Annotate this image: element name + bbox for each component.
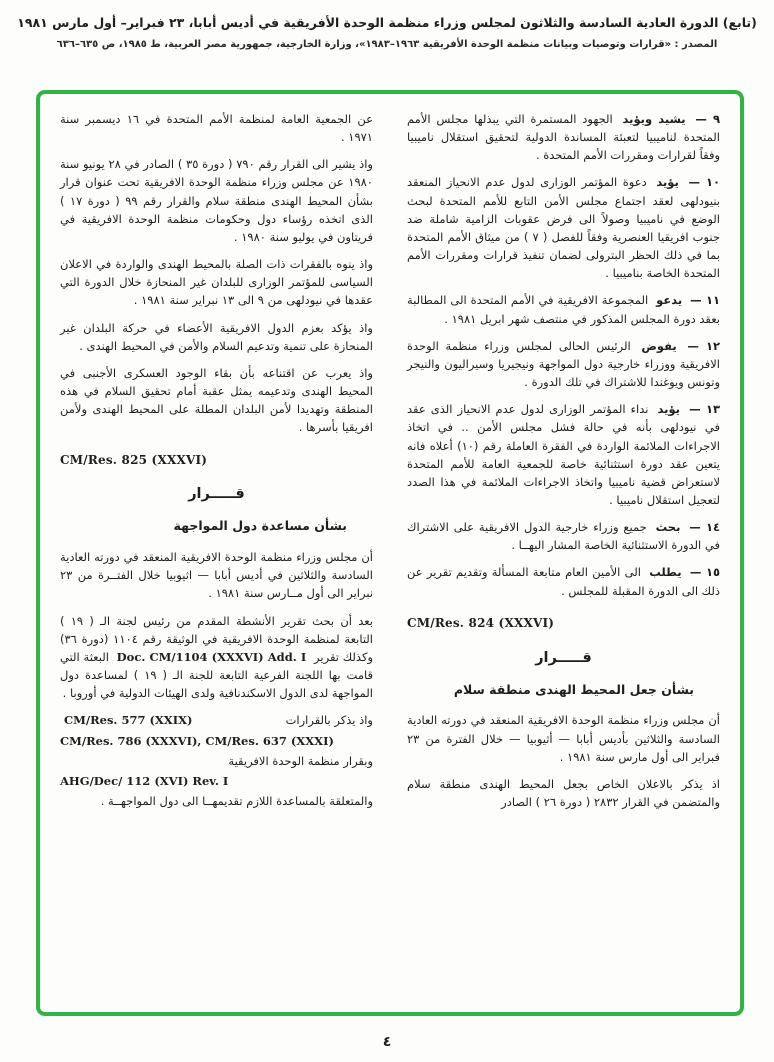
resolution-code-824: CM/Res. 824 (XXXVI) <box>407 615 555 630</box>
report-paragraph <box>60 612 373 703</box>
clause-text: الى الأمين العام متابعة المسألة وتقديم تقرير عن ذلك الى الدورة المقبلة للمجلس . <box>407 565 720 598</box>
clause-text: دعوة المؤتمر الوزارى لدول عدم الانحياز المنعقد بنيودلهى لعقد اجتماع مجلس الأمن التابع للأمم المتحدة لبحث الوضع في ناميبيا وصولاً الى فرض عقوبات الزامية شاملة ضد جنوب افريقيا العنصرية وفقاً للفصل ( ٧ ) من ميثاق الأمم المتحدة بما في ذلك الحظر البترولى لضمان تنفيذ قرارات ومقررات الأمم المتحدة الخاصة بناميبيا . <box>407 175 720 281</box>
clause-number: ١٥ — <box>689 565 720 580</box>
clause-verb: يشيد ويؤيد <box>622 112 686 126</box>
clause-number: ٩ — <box>695 112 721 126</box>
recall-row <box>60 711 373 729</box>
resolution-reference-code: CM/Res. 786 (XXXVI), CM/Res. 637 (XXXI) <box>60 733 334 748</box>
clause-number: ١٢ — <box>687 338 720 353</box>
recital-paragraph: واذ يؤكد بعزم الدول الافريقية الأعضاء في حركة البلدان غير المنحازة على تنمية وتدعيم السلام والأمن في المحيط الهندى . <box>60 320 373 353</box>
header-source: المصدر : «قرارات وتوصيات وبيانات منظمة الوحدة الأفريقية ١٩٦٣–١٩٨٣»، وزارة الخارجية، جمهورية مصر العربية، ط ١٩٨٥، ص ٦٣٥–٦٣٦ <box>56 38 718 50</box>
recall-resolutions-paragraph <box>60 711 373 810</box>
clause-text: جميع وزراء خارجية الدول الافريقية على الاشتراك في الدورة الاستثنائية الخاصة المشار اليهــا . <box>407 520 720 553</box>
clause-number: ١١ — <box>690 293 721 308</box>
recital-paragraph: واذ ينوه بالفقرات ذات الصلة بالمحيط الهندى والواردة في الاعلان السياسى للمؤتمر الوزارى للبلدان غير المنحازة خلال الدورة التي عقدها في نيودلهى من ٩ الى ١٣ نبراير سنة ١٩٨١ . <box>60 257 373 308</box>
page-header <box>0 0 774 50</box>
recall-intro-text: واذ يذكر بالقرارات <box>285 713 373 728</box>
intro-paragraph: أن مجلس وزراء منظمة الوحدة الافريقية المنعقد في دورته العادية السادسة والثلاثين في أديس أبابا — اثيوبيا خلال الفتــرة من ٢٣ نبراير الى أول مــارس سنة ١٩٨١ . <box>60 550 373 601</box>
clause-text: الرئيس الحالى لمجلس وزراء منظمة الوحدة الافريقية ووزراء خارجية دول المواجهة ونيجيريا وسيراليون والنيجر وتونس ويوغندا للاشتراك في تلك الدورة . <box>407 338 720 390</box>
resolution-clause-13 <box>407 400 720 509</box>
section-heading-qarar: قـــــرار <box>535 649 592 666</box>
clause-number: ١٠ — <box>688 175 720 190</box>
clause-number: ١٣ — <box>689 402 721 417</box>
resolution-clause-10 <box>407 173 720 282</box>
recital-paragraph: واذ يشير الى القرار رقم ٧٩٠ ( دورة ٣٥ ) الصادر في ٢٨ يونيو سنة ١٩٨٠ عن مجلس وزراء منظمة الوحدة الافريقية تحت عنوان قرار بشأن المحيط الهندى منطقة سلام والقرار رقم ٩٩ ( دورة ١٧ ) الذى اتخذه رؤساء دول وحكومات منظمة الوحدة الافريقية في فريتاون في يوليو سنة ١٩٨٠ . <box>60 157 373 244</box>
recall-text: والمتعلقة بالمساعدة اللازم تقديمهــا الى دول المواجهــة . <box>100 793 373 808</box>
clause-verb: يؤيد <box>657 402 680 417</box>
resolution-clause-12 <box>407 337 720 391</box>
content-frame <box>36 90 744 1016</box>
column-right <box>407 110 720 996</box>
section-subject: بشأن جعل المحيط الهندى منطقة سلام <box>453 681 694 697</box>
recall-paragraph: اذ يذكر بالاعلان الخاص بجعل المحيط الهندى منطقة سلام والمتضمن في القرار ٢٨٣٢ ( دورة ٢٦ ) الصادر <box>407 776 720 809</box>
resolution-clause-9 <box>407 110 720 164</box>
resolution-reference-code: CM/Res. 577 (XXIX) <box>64 713 193 728</box>
document-reference-code: Doc. CM/1104 (XXXVI) Add. I <box>116 649 307 664</box>
resolution-clause-11 <box>407 291 720 327</box>
clause-verb: يؤيد <box>656 175 679 190</box>
resolution-clause-14 <box>407 518 720 554</box>
section-subject: بشأن مساعدة دول المواجهة <box>173 518 347 534</box>
column-left <box>60 110 373 996</box>
intro-paragraph: أن مجلس وزراء منظمة الوحدة الافريقية المنعقد في دورته العادية السادسة والثلاثين بأديس أبابا — أثيوبيا — خلال الفترة من ٢٣ فبراير الى أول مارس سنة ١٩٨١ . <box>407 713 720 764</box>
clause-verb: يطلب <box>649 565 682 580</box>
header-title: (تابع) الدورة العادية السادسة والثلاثون لمجلس وزراء منظمة الوحدة الأفريقية في أديس أبابا، ٢٣ فبراير– أول مارس ١٩٨١ <box>17 15 757 30</box>
resolution-clause-15 <box>407 563 720 599</box>
clause-verb: يدعو <box>656 293 683 308</box>
clause-number: ١٤ — <box>689 520 721 535</box>
section-heading-qarar: قـــــرار <box>188 486 245 503</box>
report-text-after: البعثة التي قامت بها اللجنة الفرعية التابعة للجنة الـ ( ١٩ ) لمساعدة دول المواجهة لدى الدول الاسكندنافية ولدى الهيئات الدولية في أوروبا . <box>60 649 373 701</box>
recall-text: وبقرار منظمة الوحدة الافريقية <box>228 753 373 768</box>
two-column-layout <box>60 110 720 996</box>
clause-text: المجموعة الافريقية في الأمم المتحدة الى المطالبة بعقد دورة المجلس المذكور في منتصف شهر ابريل ١٩٨١ . <box>407 293 720 326</box>
page-number: ٤ <box>382 1034 392 1050</box>
clause-verb: بحث <box>655 520 681 535</box>
resolution-code-825: CM/Res. 825 (XXXVI) <box>60 452 208 467</box>
clause-text: الجهود المستمرة التي يبذلها مجلس الأمم المتحدة لناميبيا لتعبئة المساندة الدولية لتحقيق استقلال ناميبيا وفقاً لقرارات ومقررات الأمم المتحدة . <box>407 112 720 163</box>
continuation-paragraph: عن الجمعية العامة لمنظمة الأمم المتحدة في ١٦ ديسمبر سنة ١٩٧١ . <box>60 112 373 145</box>
report-text-before: بعد أن بحث تقرير الأنشطة المقدم من رئيس لجنة الـ ( ١٩ ) التابعة لمنظمة الوحدة الافريقية في الوثيقة رقم ١١٠٤ (دورة ٣٦) وكذلك تقرير <box>60 613 373 664</box>
resolution-reference-code: AHG/Dec/ 112 (XVI) Rev. I <box>60 773 229 788</box>
clause-text: نداء المؤتمر الوزارى لدول عدم الانحياز الذى عقد في نيودلهى بأنه في حالة فشل مجلس الأمن .. في اتخاذ الاجراءات الملائمة الواردة في الفقرة العاملة رقم (١٠) أعلاه فانه يتعين عقد دورة استثنائية خاصة للجمعية العامة للأمم المتحدة لاستعراض قضية ناميبيا واتخاذ الاجراءات الملائمة في هذا الصدد لتعجيل استقلال ناميبيا . <box>407 402 721 507</box>
recital-paragraph: واذ يعرب عن اقتناعه بأن بقاء الوجود العسكرى الأجنبى في المحيط الهندى وتدعيمه يمثل عقبة أمام تحقيق السلام في هذه المنطقة وتهديدا لأمن البلدان المطلة على المحيط الهندى ولأمن افريقيا بأسرها . <box>60 365 373 435</box>
clause-verb: يفوض <box>641 338 677 353</box>
